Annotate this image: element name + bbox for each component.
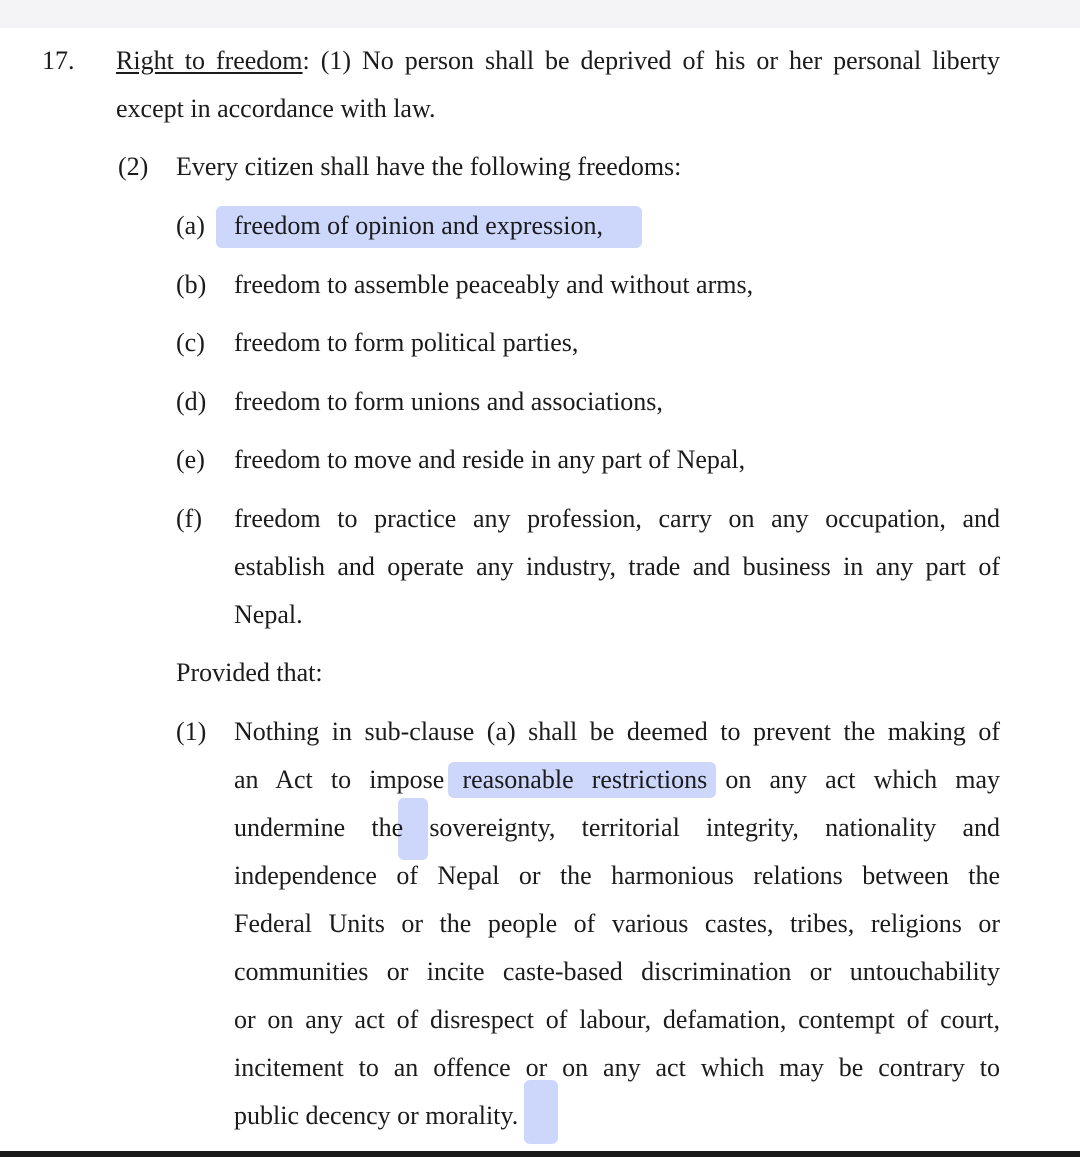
item-text: freedom of opinion and expression,: [234, 211, 603, 240]
highlight-period: [524, 1080, 558, 1144]
item-label: (f): [176, 504, 202, 533]
proviso-line: incitement to an offence or on any act which may be contrary to: [234, 1053, 1000, 1082]
bottom-bar: [0, 1151, 1080, 1157]
item-text: freedom to form political parties,: [234, 328, 579, 357]
proviso-line: Federal Units or the people of various castes, tribes, religions or: [234, 909, 1000, 938]
item-text: freedom to move and reside in any part of Nepal,: [234, 445, 746, 474]
section-title: Right to freedom: [116, 46, 303, 75]
proviso-heading: Provided that:: [176, 658, 323, 687]
proviso-line: an Act to impose reasonable restrictions on any act which may: [234, 765, 1000, 794]
proviso-line: undermine the sovereignty, territorial integrity, nationality and: [234, 813, 1000, 842]
proviso-line: public decency or morality.: [234, 1101, 519, 1130]
item-text: freedom to form unions and associations,: [234, 387, 663, 416]
item-label: (d): [176, 387, 207, 416]
section-number: 17.: [42, 46, 75, 75]
item-label: (c): [176, 328, 205, 357]
proviso-label: (1): [176, 717, 207, 746]
proviso-line: independence of Nepal or the harmonious relations between the: [234, 861, 1000, 890]
section-text-line-2: except in accordance with law.: [116, 94, 436, 123]
section-heading-line: [116, 46, 1000, 76]
top-bar: [0, 0, 1080, 28]
section-text: : (1) No person shall be deprived of his or her personal liberty: [302, 46, 1001, 75]
clause-label: (2): [118, 152, 149, 181]
item-text-line: Nepal.: [234, 600, 303, 629]
item-label: (b): [176, 270, 207, 299]
item-text: freedom to assemble peaceably and without arms,: [234, 270, 754, 299]
clause-text: Every citizen shall have the following freedoms:: [176, 152, 682, 181]
item-label: (e): [176, 445, 205, 474]
proviso-line: or on any act of disrespect of labour, defamation, contempt of court,: [234, 1005, 1000, 1034]
item-label: (a): [176, 211, 205, 240]
item-text-line: establish and operate any industry, trade and business in any part of: [234, 552, 1000, 581]
proviso-line: Nothing in sub-clause (a) shall be deemed to prevent the making of: [234, 717, 1000, 746]
item-text-line: freedom to practice any profession, carry on any occupation, and: [234, 504, 1000, 533]
proviso-line: communities or incite caste-based discrimination or untouchability: [234, 957, 1000, 986]
